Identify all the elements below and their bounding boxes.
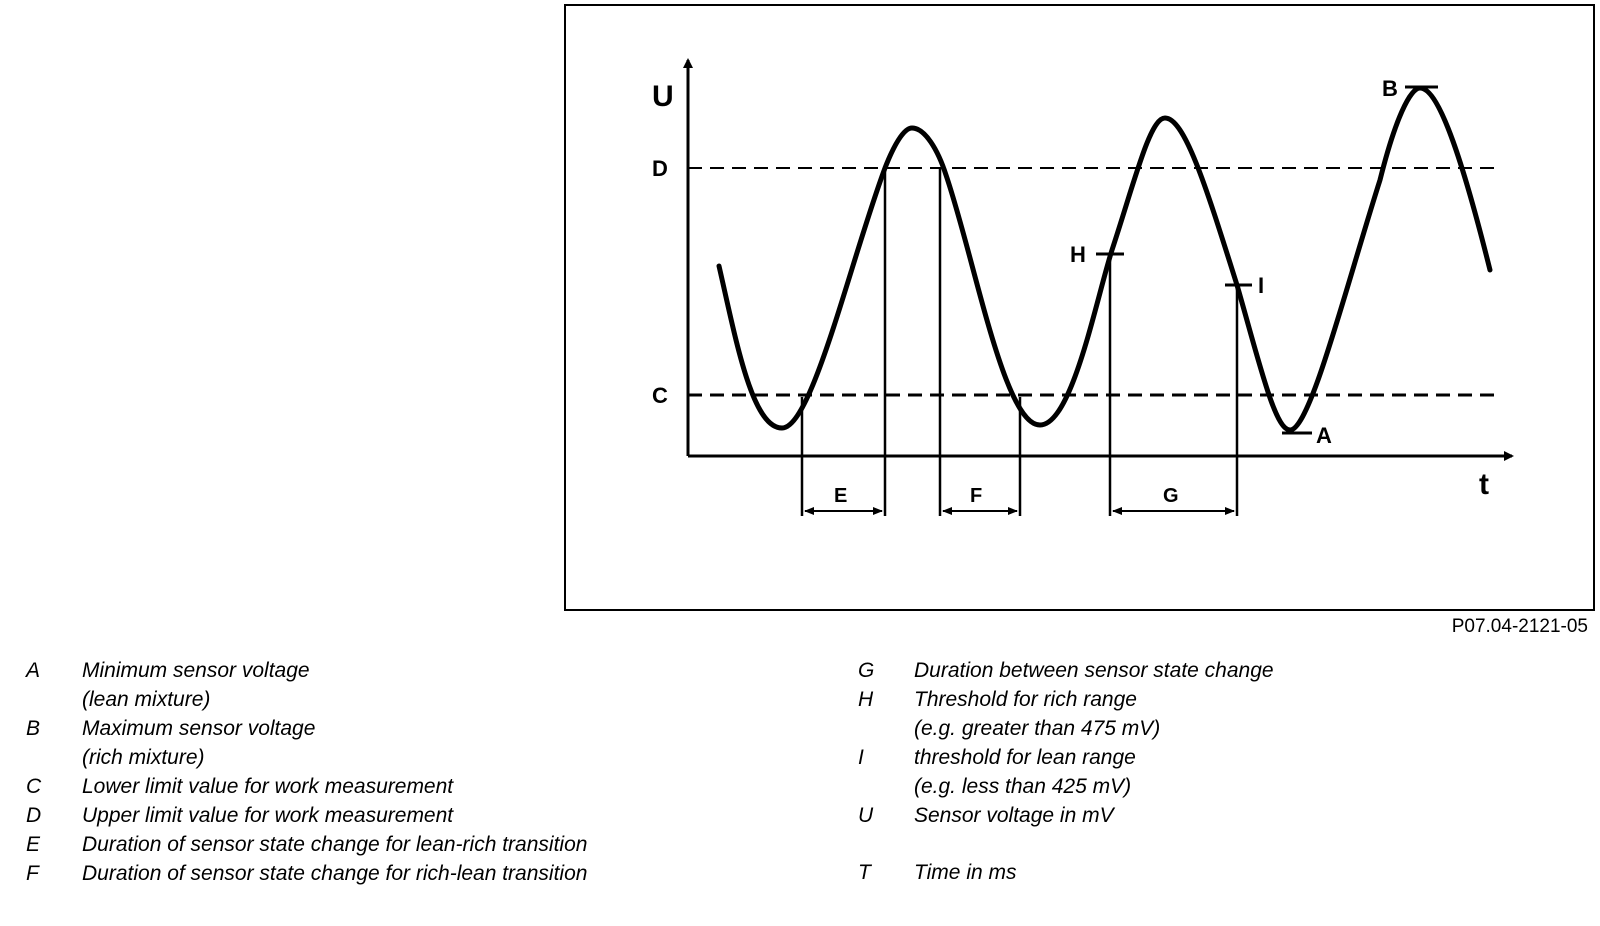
legend-line: Upper limit value for work measurement [82,804,454,827]
sensor-voltage-curve [719,88,1490,430]
legend-text [914,743,1552,801]
legend-item-e [20,830,800,859]
legend-spacer [852,830,1552,858]
legend-line: (lean mixture) [82,688,211,711]
legend-line: threshold for lean range [914,746,1136,769]
interval-g-label: G [1163,485,1179,507]
legend-item-g [852,656,1552,685]
legend-item-c [20,772,800,801]
legend-line: Lower limit value for work measurement [82,775,454,798]
legend-item-h [852,685,1552,743]
lower-limit-label: C [652,383,668,408]
legend-text [82,656,800,714]
point-a-label: A [1316,423,1332,448]
upper-limit-label: D [652,156,668,181]
legend-line: Minimum sensor voltage [82,659,310,682]
legend-key: T [858,861,871,884]
legend-right [852,656,1552,887]
legend-key: B [26,717,41,740]
legend-key: D [26,804,42,827]
legend-line: Time in ms [914,861,1017,884]
legend-key: E [26,833,41,856]
x-axis-label: t [1479,468,1489,501]
legend-line: Maximum sensor voltage [82,717,316,740]
legend-text [914,858,1552,887]
legend-text [82,714,800,772]
legend-key: U [858,804,874,827]
legend-left [20,656,800,888]
legend-key: C [26,775,42,798]
point-b-label: B [1382,76,1398,101]
legend-item-f [20,859,800,888]
legend-item-a [20,656,800,714]
legend-key: H [858,688,874,711]
interval-e-label: E [834,485,848,507]
legend-text [914,685,1552,743]
legend-line: (rich mixture) [82,746,205,769]
legend-item-d [20,801,800,830]
interval-f-label: F [970,485,983,507]
legend-line: Sensor voltage in mV [914,804,1114,827]
legend-text [914,801,1552,830]
point-h-label: H [1070,242,1086,267]
legend-key: F [26,862,39,885]
legend-line: Threshold for rich range [914,688,1137,711]
legend-line: Duration of sensor state change for lean-rich transition [82,833,588,856]
legend-text [82,801,800,830]
legend-text [82,772,800,801]
legend-item-b [20,714,800,772]
legend-item-t [852,858,1552,887]
legend-text [82,859,800,888]
legend-text [914,656,1552,685]
legend-key: A [26,659,41,682]
legend-line: Duration of sensor state change for rich-lean transition [82,862,588,885]
legend-text [82,830,800,859]
legend-key: I [858,746,864,769]
legend-item-i [852,743,1552,801]
legend-line: (e.g. less than 425 mV) [914,775,1132,798]
legend-key: G [858,659,875,682]
legend-item-u [852,801,1552,830]
y-axis-label: U [652,80,674,113]
point-i-label: I [1258,273,1265,298]
diagram-frame [565,5,1594,610]
legend-line: (e.g. greater than 475 mV) [914,717,1161,740]
figure-id: P07.04-2121-05 [1451,616,1588,637]
legend-line: Duration between sensor state change [914,659,1274,682]
